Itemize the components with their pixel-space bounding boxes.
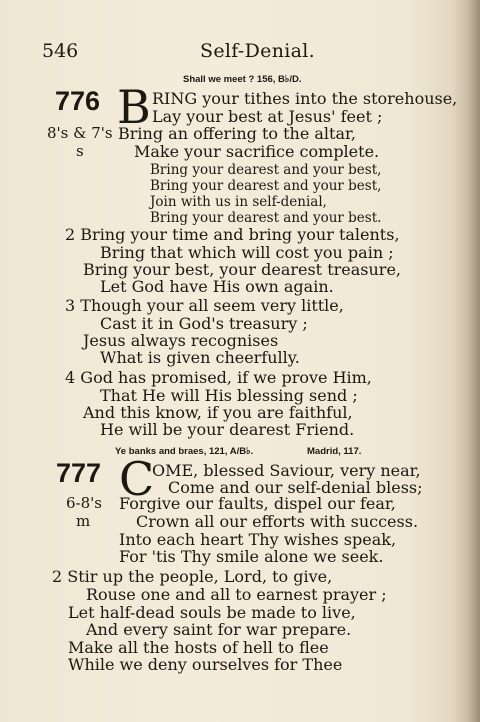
first-word-rest: OME, xyxy=(152,461,199,480)
hymn-777-line-4: Crown all our efforts with success. xyxy=(136,512,419,531)
line-text: God has promised, if we prove Him, xyxy=(80,368,372,387)
hymn-777-meter: 6-8's xyxy=(66,494,102,512)
hymn-776-chorus-2: Bring your dearest and your best, xyxy=(150,178,382,194)
hymn-777-verse-2-line-4: And every saint for war prepare. xyxy=(86,620,352,639)
hymn-776-dropcap: B xyxy=(117,80,151,134)
hymn-776-verse-3-line-4: What is given cheerfully. xyxy=(100,348,300,367)
line-text: your tithes into the storehouse, xyxy=(202,89,458,108)
first-word-rest: RING xyxy=(152,89,198,108)
hymn-777-line-2: Come and our self-denial bless; xyxy=(168,478,423,497)
hymn-776-chorus-1: Bring your dearest and your best, xyxy=(150,162,382,178)
hymn-776-verse-3-line-3: Jesus always recognises xyxy=(83,331,279,350)
hymn-776-verse-2-line-4: Let God have His own again. xyxy=(100,277,334,296)
hymn-776-key: s xyxy=(76,142,84,160)
hymn-776-chorus-3: Join with us in self-denial, xyxy=(150,194,327,210)
hymn-776-verse-4-line-2: That He will His blessing send ; xyxy=(100,386,358,405)
hymn-777-verse-2-line-5: Make all the hosts of hell to flee xyxy=(68,638,329,657)
hymn-776-verse-4-line-1 xyxy=(65,368,372,387)
section-title: Self-Denial. xyxy=(200,40,315,62)
hymn-776-chorus-4: Bring your dearest and your best. xyxy=(150,210,382,226)
hymn-776-line-2: Lay your best at Jesus' feet ; xyxy=(152,107,383,126)
hymn-776-meter: 8's & 7's xyxy=(47,124,113,142)
line-text: Though your all seem very little, xyxy=(80,296,344,315)
page-number: 546 xyxy=(42,40,79,62)
verse-number: 2 xyxy=(65,225,76,244)
hymn-777-line-5: Into each heart Thy wishes speak, xyxy=(119,530,397,549)
page-edge-shadow xyxy=(466,0,480,722)
hymn-776-verse-3-line-2: Cast it in God's treasury ; xyxy=(100,314,308,333)
verse-number: 4 xyxy=(65,368,76,387)
verse-number: 2 xyxy=(52,567,63,586)
hymn-777-tune-right: Madrid, 117. xyxy=(307,446,362,457)
hymn-777-verse-2-line-2: Rouse one and all to earnest prayer ; xyxy=(86,585,387,604)
hymn-777-verse-2-line-1 xyxy=(52,567,332,586)
hymn-776-verse-3-line-1 xyxy=(65,296,344,315)
hymn-776-line-4: Make your sacrifice complete. xyxy=(134,142,380,161)
hymn-777-verse-2-line-3: Let half-dead souls be made to live, xyxy=(68,603,356,622)
line-text: Bring your time and bring your talents, xyxy=(80,225,400,244)
hymn-776-tune: Shall we meet ? 156, B♭/D. xyxy=(183,74,302,85)
hymn-776-verse-2-line-2: Bring that which will cost you pain ; xyxy=(100,243,394,262)
hymn-776-verse-4-line-3: And this know, if you are faithful, xyxy=(83,403,353,422)
line-text: blessed Saviour, very near, xyxy=(203,461,421,480)
hymn-776-line-3: Bring an offering to the altar, xyxy=(118,124,356,143)
hymn-777-dropcap: C xyxy=(119,452,155,506)
hymn-777-verse-2-line-6: While we deny ourselves for Thee xyxy=(68,655,343,674)
hymn-777-tune-left: Ye banks and braes, 121, A/B♭. xyxy=(115,446,254,457)
hymn-776-verse-2-line-3: Bring your best, your dearest treasure, xyxy=(83,260,401,279)
hymn-776-number: 776 xyxy=(55,86,101,116)
hymn-777-number: 777 xyxy=(56,458,102,488)
hymn-777-key: m xyxy=(76,512,91,530)
hymn-776-verse-4-line-4: He will be your dearest Friend. xyxy=(100,420,355,439)
line-text: Stir up the people, Lord, to give, xyxy=(67,567,333,586)
hymn-776-line-1 xyxy=(152,89,457,108)
hymn-777-line-6: For 'tis Thy smile alone we seek. xyxy=(119,547,384,566)
verse-number: 3 xyxy=(65,296,76,315)
hymn-776-verse-2-line-1 xyxy=(65,225,400,244)
hymn-777-line-3: Forgive our faults, dispel our fear, xyxy=(119,494,396,513)
